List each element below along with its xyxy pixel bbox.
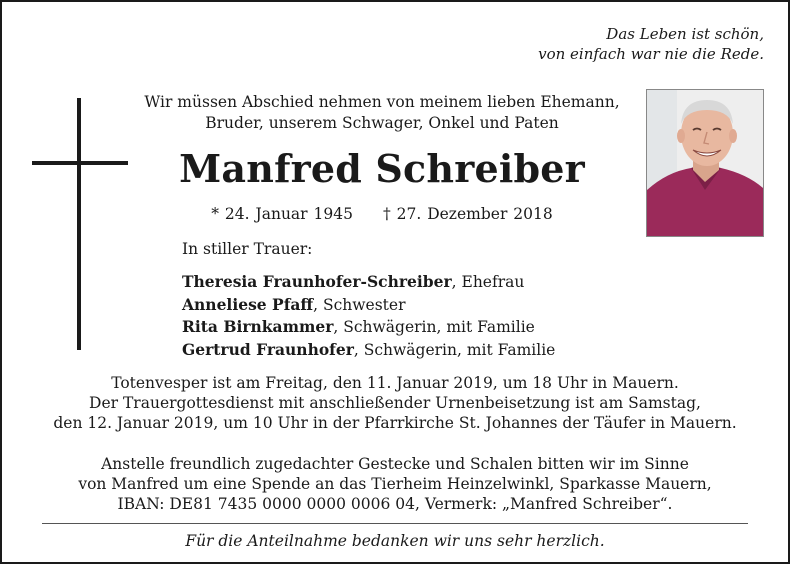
mourner-row <box>182 294 555 317</box>
mourner-name: Rita Birnkammer <box>182 317 334 336</box>
donation-request <box>2 454 788 514</box>
mourner-row <box>182 316 555 339</box>
mourner-row <box>182 271 555 294</box>
birth-date: * 24. Januar 1945 <box>211 205 353 223</box>
intro-line: Bruder, unserem Schwager, Onkel und Paten <box>205 114 559 132</box>
life-dates <box>122 203 642 225</box>
portrait-illustration <box>647 90 763 236</box>
thanks-line: Für die Anteilnahme bedanken wir uns sehr herzlich. <box>185 532 605 550</box>
mourner-relation: , Schwägerin, mit Familie <box>353 340 556 359</box>
death-date: † 27. Dezember 2018 <box>382 205 553 223</box>
service-details <box>2 373 788 433</box>
mourner-relation: , Schwägerin, mit Familie <box>333 318 535 336</box>
mourning-label: In stiller Trauer: <box>182 240 313 258</box>
donation-line: von Manfred um eine Spende an das Tierheim Heinzelwinkl, Sparkasse Mauern, <box>78 475 712 493</box>
intro-line: Wir müssen Abschied nehmen von meinem lieben Ehemann, <box>144 93 620 111</box>
deceased-name: Manfred Schreiber <box>179 146 585 191</box>
mourner-name: Theresia Fraunhofer-Schreiber <box>182 272 452 291</box>
intro-text <box>122 92 642 134</box>
mourners-list <box>182 271 555 361</box>
quote-line: von einfach war nie die Rede. <box>538 45 764 63</box>
donation-line: IBAN: DE81 7435 0000 0000 0006 04, Vermerk: „Manfred Schreiber“. <box>117 495 673 513</box>
mourner-name: Gertrud Fraunhofer <box>182 339 354 359</box>
cross-icon-vertical <box>77 98 81 350</box>
donation-line: Anstelle freundlich zugedachter Gestecke und Schalen bitten wir im Sinne <box>101 455 689 473</box>
mourner-name: Anneliese Pfaff <box>182 294 314 314</box>
portrait-photo <box>646 89 764 237</box>
service-line: Der Trauergottesdienst mit anschließender Urnenbeisetzung ist am Samstag, <box>89 394 701 412</box>
quote-line: Das Leben ist schön, <box>606 25 764 43</box>
cross-icon-horizontal <box>32 161 128 165</box>
service-line: Totenvesper ist am Freitag, den 11. Januar 2019, um 18 Uhr in Mauern. <box>111 374 679 392</box>
mourner-relation: , Ehefrau <box>451 273 525 291</box>
service-line: den 12. Januar 2019, um 10 Uhr in der Pfarrkirche St. Johannes der Täufer in Mauern. <box>53 414 737 432</box>
mourner-row <box>182 339 555 362</box>
divider <box>42 523 748 524</box>
mourner-relation: , Schwester <box>313 295 406 314</box>
quote <box>538 24 764 64</box>
